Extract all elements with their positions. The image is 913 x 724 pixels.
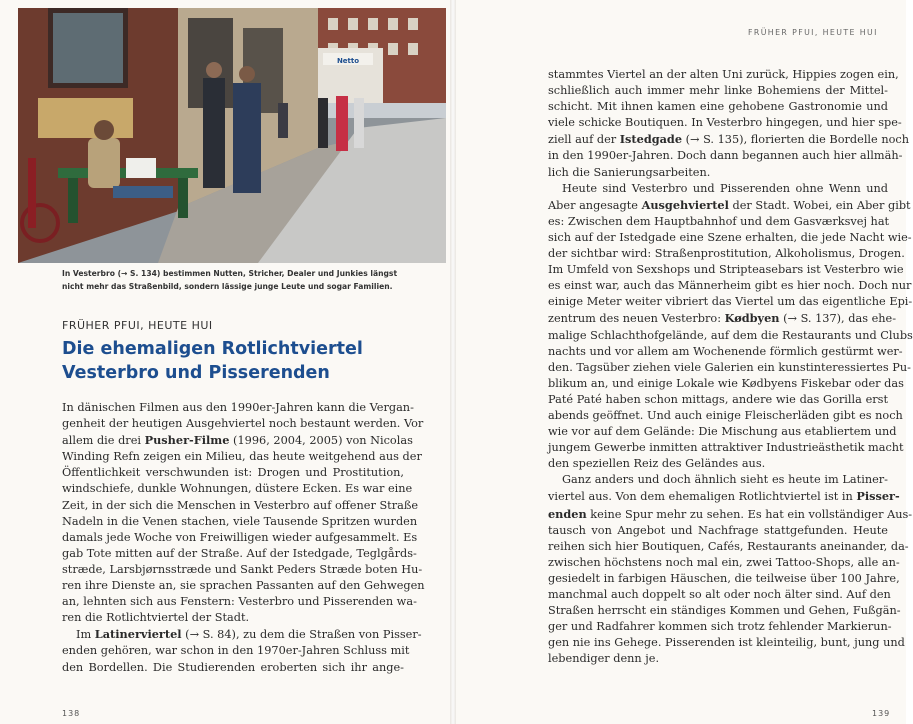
body-fragment: ziell auf der — [548, 133, 620, 147]
body-line: Nadeln in die Venen stachen, viele Tausende Spritzen wurden — [62, 514, 418, 528]
body-line: Öffentlichkeit verschwunden ist: Drogen und Prostitution, — [62, 466, 404, 480]
body-line: Winding Refn zeigen ein Milieu, das heute weitgehend aus der — [62, 450, 422, 464]
body-line: der sichtbar wird: Straßenprostitution, Alkoholismus, Drogen. — [548, 247, 905, 261]
body-line: schließlich auch immer mehr linke Bohemiens der Mittel- — [548, 84, 888, 98]
body-line: nachts und vor allem am Wochenende förmlich gestürmt wer- — [548, 344, 903, 358]
body-line: es einst war, auch das Männerheim gibt es hier noch. Doch nur — [548, 279, 912, 293]
body-line: Ganz anders und doch ähnlich sieht es heute im Latiner- — [562, 473, 888, 487]
body-line: den Bordellen. Die Studierenden eroberten sich ihr ange- — [62, 660, 404, 674]
body-line: den. Tagsüber ziehen viele Galerien ein kunstinteressiertes Pu- — [548, 360, 911, 374]
body-line: Paté Paté haben schon mittags, andere wie das Gorilla erst — [548, 392, 888, 406]
body-line: schicht. Mit ihnen kamen eine gehobene Gastronomie und — [548, 100, 888, 114]
bold-term: Latinerviertel — [94, 627, 182, 642]
body-line: einige Meter weiter vibriert das Viertel um das eigentliche Epi- — [548, 295, 913, 309]
body-line: Im Umfeld von Sexshops und Stripteasebars ist Vesterbro wie — [548, 263, 904, 277]
body-line: jungem Gewerbe inmitten attraktiver Industrieästhetik macht — [548, 441, 904, 455]
body-line — [548, 488, 900, 505]
body-line: abends geöffnet. Und auch einige Fleischerläden gibt es noch — [548, 408, 903, 422]
body-line: an, lehnten sich aus Fenstern: Vesterbro und Pisserenden wa- — [62, 595, 417, 609]
body-fragment: keine Spur mehr zu sehen. Es hat ein vollständiger Aus- — [586, 507, 913, 521]
body-line: damals jede Woche von Freiwilligen wieder aufgesammelt. Es — [62, 530, 418, 544]
body-line: enden gehören, war schon in den 1970er-Jahren Schluss mit — [62, 644, 410, 658]
body-fragment: allem die drei — [62, 434, 145, 448]
article-title — [62, 337, 442, 385]
body-line: lebendiger denn je. — [548, 652, 660, 666]
right-body-text — [548, 67, 913, 667]
photo-caption — [62, 268, 422, 293]
body-line: windschiefe, dunkle Wohnungen, düstere Ecken. Es war eine — [62, 482, 413, 496]
body-line — [548, 310, 897, 327]
body-fragment: (→ S. 137), das ehe- — [779, 312, 897, 326]
netto-sign: Netto — [336, 57, 360, 65]
body-line: in den 1990er-Jahren. Doch dann begannen auch hier allmäh- — [548, 149, 903, 163]
body-line: Straßen herrscht ein ständiges Kommen und Gehen, Fußgän- — [548, 604, 901, 618]
section-kicker: FRÜHER PFUI, HEUTE HUI — [62, 319, 213, 332]
body-line: den speziellen Reiz des Geländes aus. — [548, 457, 766, 471]
body-line: gab Tote mitten auf der Straße. Auf der Istedgade, Teglgårds- — [62, 546, 417, 560]
body-fragment: der Stadt. Wobei, ein Aber gibt — [728, 198, 911, 212]
bold-term: Kødbyen — [724, 311, 780, 326]
body-line: zwischen höchstens noch mal ein, zwei Tattoo-Shops, alle an- — [548, 555, 900, 569]
caption-line: nicht mehr das Straßenbild, sondern lässige junge Leute und sogar Familien. — [62, 281, 393, 291]
body-fragment: zentrum des neuen Vesterbro: — [548, 312, 725, 326]
body-line — [548, 131, 910, 148]
left-page — [0, 0, 450, 724]
body-fragment: Aber angesagte — [548, 198, 642, 212]
title-line: Vesterbro und Pisserenden — [62, 363, 330, 383]
page-number-right: 139 — [872, 709, 891, 718]
body-line: malige Schlachthofgelände, auf dem die Restaurants und Clubs — [548, 328, 913, 342]
body-line: ren ihre Dienste an, sie sprachen Passanten auf den Gehwegen — [62, 579, 425, 593]
body-line: ren die Rotlichtviertel der Stadt. — [62, 611, 250, 625]
title-line: Die ehemaligen Rotlichtviertel — [62, 339, 363, 359]
body-line: gen nie ins Gehege. Pisserenden ist kleinteilig, bunt, jung und — [548, 636, 905, 650]
bold-term: enden — [548, 506, 587, 521]
body-line: ger und Radfahrer kommen sich trotz fehlender Markierun- — [548, 620, 892, 634]
body-line: Heute sind Vesterbro und Pisserenden ohne Wenn und — [562, 181, 888, 195]
body-line: es: Zwischen dem Hauptbahnhof und dem Gasværksvej hat — [548, 214, 890, 228]
body-line: wie vor auf dem Gelände: Die Mischung aus etabliertem und — [548, 425, 897, 439]
body-fragment: (1996, 2004, 2005) von Nicolas — [229, 434, 413, 448]
body-fragment: Im — [76, 628, 95, 642]
body-line: reihen sich hier Boutiquen, Cafés, Restaurants aneinander, da- — [548, 539, 909, 553]
body-line — [62, 626, 422, 643]
body-line: Zeit, in der sich die Menschen in Vesterbro auf offener Straße — [62, 498, 419, 512]
body-line: manchmal auch doppelt so alt oder noch älter sind. Auf den — [548, 588, 891, 601]
body-fragment: (→ S. 84), zu dem die Straßen von Pisser- — [181, 628, 422, 642]
body-line: tausch von Angebot und Nachfrage stattgefunden. Heute — [548, 523, 888, 537]
body-fragment: viertel aus. Von dem ehemaligen Rotlichtviertel ist in — [548, 490, 857, 504]
left-body-text — [62, 400, 425, 676]
body-line — [548, 506, 913, 523]
body-line: sich auf der Istedgade eine Szene erhalten, die jede Nacht wie- — [548, 230, 912, 244]
body-line — [62, 432, 413, 449]
body-line: viele schicke Boutiquen. In Vesterbro hingegen, und hier spe- — [548, 116, 902, 130]
running-head: FRÜHER PFUI, HEUTE HUI — [748, 28, 878, 37]
street-scene-illustration — [18, 8, 446, 263]
bold-term: Pusher-Filme — [144, 433, 230, 448]
caption-line: In Vesterbro (→ S. 134) bestimmen Nutten, Stricher, Dealer und Junkies längst — [62, 269, 398, 278]
body-fragment: (→ S. 135), florierten die Bordelle noch — [682, 133, 910, 147]
body-line: stræde, Larsbjørnsstræde und Sankt Peders Stræde boten Hu- — [62, 562, 423, 576]
body-line: lich die Sanierungsarbeiten. — [548, 165, 711, 179]
body-line: stammtes Viertel an der alten Uni zurück, Hippies zogen ein, — [548, 68, 899, 81]
page-number-left: 138 — [62, 709, 81, 718]
body-line: gesiedelt in farbigen Häuschen, die teilweise über 100 Jahre, — [548, 571, 900, 585]
street-photo — [18, 8, 446, 263]
body-line — [548, 197, 911, 214]
body-line: blikum an, und einige Lokale wie Kødbyens Fiskebar oder das — [548, 376, 904, 390]
body-line: genheit der heutigen Ausgehviertel noch bestaunt werden. Vor — [62, 417, 424, 431]
bold-term: Ausgehviertel — [641, 197, 729, 212]
bold-term: Pisser- — [856, 489, 900, 504]
body-line: In dänischen Filmen aus den 1990er-Jahren kann die Vergan- — [62, 401, 414, 414]
bold-term: Istedgade — [619, 132, 683, 147]
